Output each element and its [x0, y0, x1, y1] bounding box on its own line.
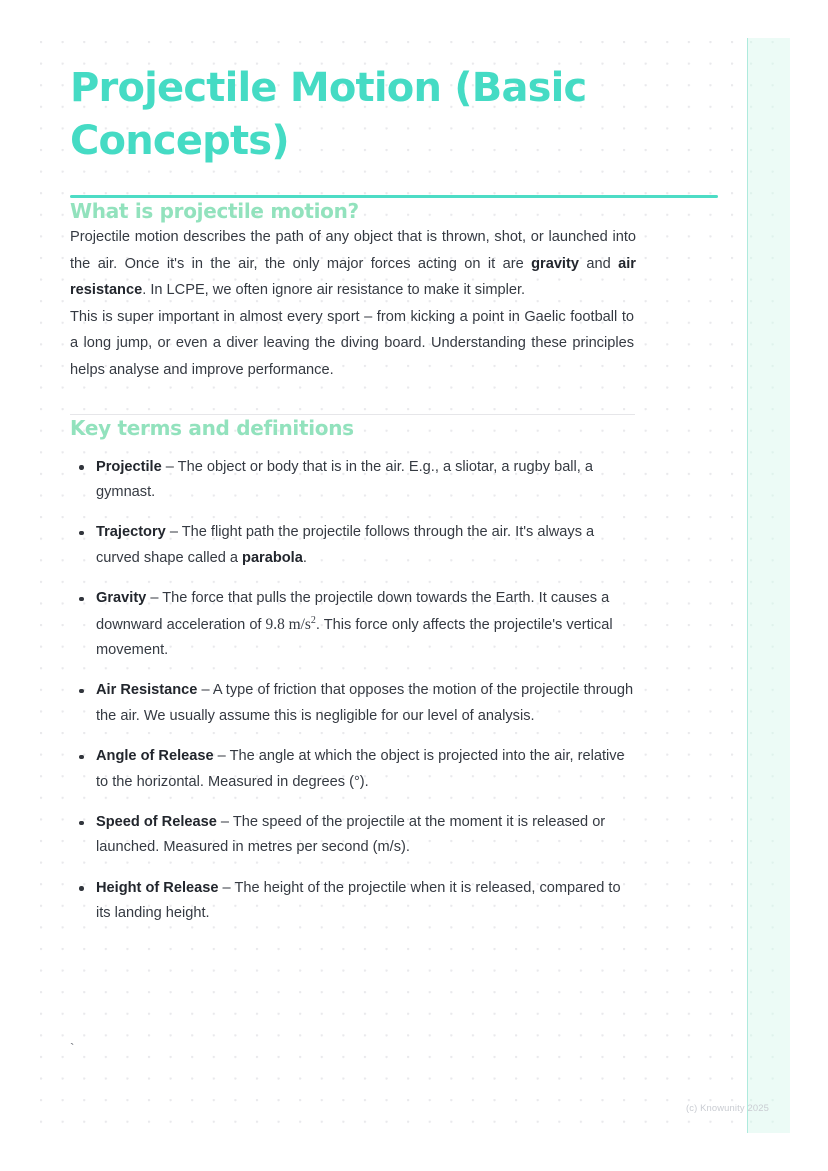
term-name: Speed of Release: [96, 814, 217, 831]
list-item: Projectile – The object or body that is in the air. E.g., a sliotar, a rugby ball, a gymnast.: [70, 455, 636, 506]
emphasised-term: air resistance: [70, 255, 636, 299]
list-item: Gravity – The force that pulls the projectile down towards the Earth. It causes a downward acceleration of 9.8 $m/s^2$. This force only affects the projectile's vertical movement.: [70, 586, 636, 663]
emphasised-term: gravity: [531, 255, 579, 272]
section-heading-key-terms: Key terms and definitions: [70, 415, 354, 440]
term-name: Air Resistance: [96, 682, 198, 699]
document-content: [70, 62, 636, 927]
emphasised-term: parabola: [242, 549, 303, 566]
term-name: Gravity: [96, 590, 147, 607]
term-name: Angle of Release: [96, 748, 214, 765]
section-heading-what-is-projectile-motion: What is projectile motion?: [70, 199, 359, 223]
term-name: Trajectory: [96, 524, 166, 541]
paragraph-sport-relevance: This is super important in almost every sport – from kicking a point in Gaelic football to a long jump, or even a diver leaving the diving board. Understanding these principles helps analyse and improve performance.: [70, 308, 634, 378]
list-item: Air Resistance – A type of friction that opposes the motion of the projectile through the air. We usually assume this is negligible for our level of analysis.: [70, 678, 636, 729]
inline-math: 9.8 $m/s^2$: [265, 614, 316, 633]
page-title: Projectile Motion (Basic Concepts): [70, 65, 587, 164]
stray-pen-mark: `: [70, 1040, 75, 1055]
list-item: Height of Release – The height of the projectile when it is released, compared to its landing height.: [70, 876, 636, 927]
list-item: Trajectory – The flight path the projectile follows through the air. It's always a curved shape called a parabola.: [70, 520, 636, 571]
list-item: Angle of Release – The angle at which the object is projected into the air, relative to the horizontal. Measured in degrees (°).: [70, 744, 636, 795]
key-terms-list: [70, 455, 636, 927]
footer-watermark: (c) Knowunity 2025: [686, 1102, 769, 1113]
right-accent-panel: [748, 38, 790, 1133]
list-item: Speed of Release – The speed of the projectile at the moment it is released or launched. Measured in metres per second (m/s).: [70, 810, 636, 861]
term-name: Projectile: [96, 458, 162, 475]
term-name: Height of Release: [96, 879, 219, 896]
paragraph-intro: Projectile motion describes the path of any object that is thrown, shot, or launched into the air. Once it's in the air, the only major forces acting on it are gravity and air resistance. In LCPE, we often ignore air resistance to make it simpler.: [70, 229, 636, 299]
